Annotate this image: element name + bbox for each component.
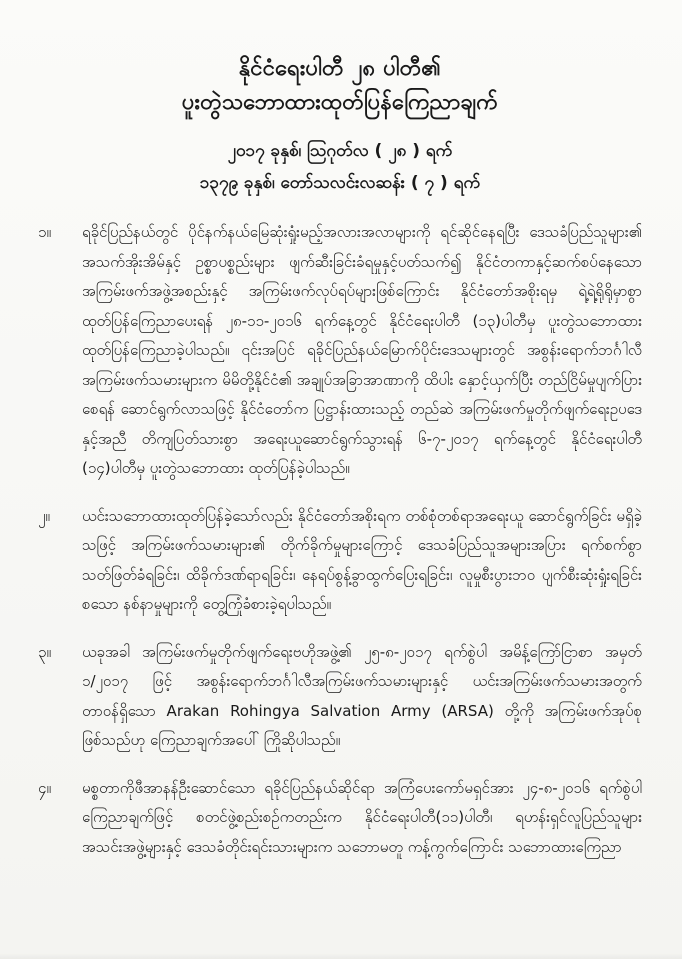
page-bottom-shadow bbox=[0, 953, 682, 959]
paragraph-1 bbox=[38, 218, 642, 484]
paragraph-4 bbox=[38, 774, 642, 863]
paragraph-number: ၁။ bbox=[38, 223, 51, 241]
paragraph-2 bbox=[38, 502, 642, 620]
document-title-line-1: နိုင်ငံရေးပါတီ ၂၈ ပါတီ၏ bbox=[238, 56, 442, 81]
document-title-line-2: ပူးတွဲသဘောထားထုတ်ပြန်ကြေညာချက် bbox=[181, 90, 499, 115]
date-gregorian: ၂၀၁၇ ခုနှစ်၊ ဩဂုတ်လ ( ၂၈ ) ရက် bbox=[227, 141, 453, 161]
paragraph-number: ၂။ bbox=[38, 506, 50, 525]
document-heading bbox=[38, 52, 642, 198]
paragraph-number: ၃။ bbox=[38, 642, 51, 661]
paragraph-text: ယခုအခါ အကြမ်းဖက်မှုတိုက်ဖျက်ရေးဗဟိုအဖွဲ့၏ ၂၅-၈-၂၀၁၇ ရက်စွဲပါ အမိန့်ကြော်ငြာစာ အမှတ် ၁/၂၀၁၇ ဖြင့် အစွန်းရောက်ဘင်္ဂါလီအကြမ်းဖက်သမားများနှင့် ယင်းအကြမ်းဖက်သမားအတွက် တာဝန်ရှိသော Arakan Rohingya Salvation Army (ARSA) တို့ကို အကြမ်းဖက်အုပ်စုဖြစ်သည်ဟု ကြေညာချက်အပေါ် ကြိုဆိုပါသည်။ bbox=[82, 642, 642, 749]
paragraph-text: မစ္စတာကိုဖီအာနန်ဦးဆောင်သော ရခိုင်ပြည်နယ်ဆိုင်ရာ အကြံပေးကော်မရှင်အား ၂၄-၈-၂၀၁၆ ရက်စွဲပါ ကြေညာချက်ဖြင့် စတင်ဖွဲ့စည်းစဉ်ကတည်းက နိုင်ငံရေးပါတီ(၁၁)ပါတီ၊ ရဟန်းရှင်လူပြည်သူများ အသင်းအဖွဲ့များနှင့် ဒေသခံတိုင်းရင်းသားများက သဘောမတူ ကန့်ကွက်ကြောင်း သဘောထားကြေညာ bbox=[82, 778, 642, 856]
date-myanmar: ၁၃၇၉ ခုနှစ်၊ တော်သလင်းလဆန်း ( ၇ ) ရက် bbox=[199, 173, 481, 193]
paragraph-3 bbox=[38, 638, 642, 756]
paragraph-text: ယင်းသဘောထားထုတ်ပြန်ခဲ့သော်လည်း နိုင်ငံတော်အစိုးရက တစ်စုံတစ်ရာအရေးယူ ဆောင်ရွက်ခြင်း မရှိခဲ့သဖြင့် အကြမ်းဖက်သမားများ၏ တိုက်ခိုက်မှုများကြောင့် ဒေသခံပြည်သူအများအပြား ရက်စက်စွာ သတ်ဖြတ်ခံရခြင်း၊ ထိခိုက်ဒဏ်ရာရခြင်း၊ နေရပ်စွန့်ခွာထွက်ပြေးရခြင်း၊ လူမှုစီးပွားဘဝ ပျက်စီးဆုံးရှုံးရခြင်း စသော နစ်နာမှုများကို တွေ့ကြုံခံစားခဲ့ရပါသည်။ bbox=[82, 506, 642, 613]
paragraph-number: ၄။ bbox=[38, 778, 51, 797]
paragraph-text: ရခိုင်ပြည်နယ်တွင် ပိုင်နက်နယ်မြေဆုံးရှုံးမည့်အလားအလာများကို ရင်ဆိုင်နေရပြီး ဒေသခံပြည်သူများ၏ အသက်အိုးအိမ်နှင့် ဥစ္စာပစ္စည်းများ ဖျက်ဆီးခြင်းခံရမှုနှင့်ပတ်သက်၍ နိုင်ငံတကာနှင့်ဆက်စပ်နေသော အကြမ်းဖက်အဖွဲ့အစည်းနှင့် အကြမ်းဖက်လုပ်ရပ်များဖြစ်ကြောင်း နိုင်ငံတော်အစိုးရမှ ရဲ့ရဲ့ရိုရိုမှာစွာထုတ်ပြန်ကြေညာပေးရန် ၂၈-၁၁-၂၀၁၆ ရက်နေ့တွင် နိုင်ငံရေးပါတီ (၁၃)ပါတီမှ ပူးတွဲသဘောထား ထုတ်ပြန်ကြေညာခဲ့ပါသည်။ ၎င်းအပြင် ရခိုင်ပြည်နယ်မြောက်ပိုင်းဒေသများတွင် အစွန်းရောက်ဘင်္ဂါလီ အကြမ်းဖက်သမားများက မိမိတို့နိုင်ငံ၏ အချုပ်အခြာအာဏာကို ထိပါး နှောင့်ယှက်ပြီး တည်ငြိမ်မှုပျက်ပြား စေရန် ဆောင်ရွက်လာသဖြင့် နိုင်ငံတော်က ပြဋ္ဌာန်းထားသည့် တည်ဆဲ အကြမ်းဖက်မှုတိုက်ဖျက်ရေးဥပဒေနှင့်အညီ တိကျပြတ်သားစွာ အရေးယူဆောင်ရွက်သွားရန် ၆-၇-၂၀၁၇ ရက်နေ့တွင် နိုင်ငံရေးပါတီ (၁၄)ပါတီမှ ပူးတွဲသဘောထား ထုတ်ပြန်ခဲ့ပါသည်။ bbox=[82, 223, 642, 477]
